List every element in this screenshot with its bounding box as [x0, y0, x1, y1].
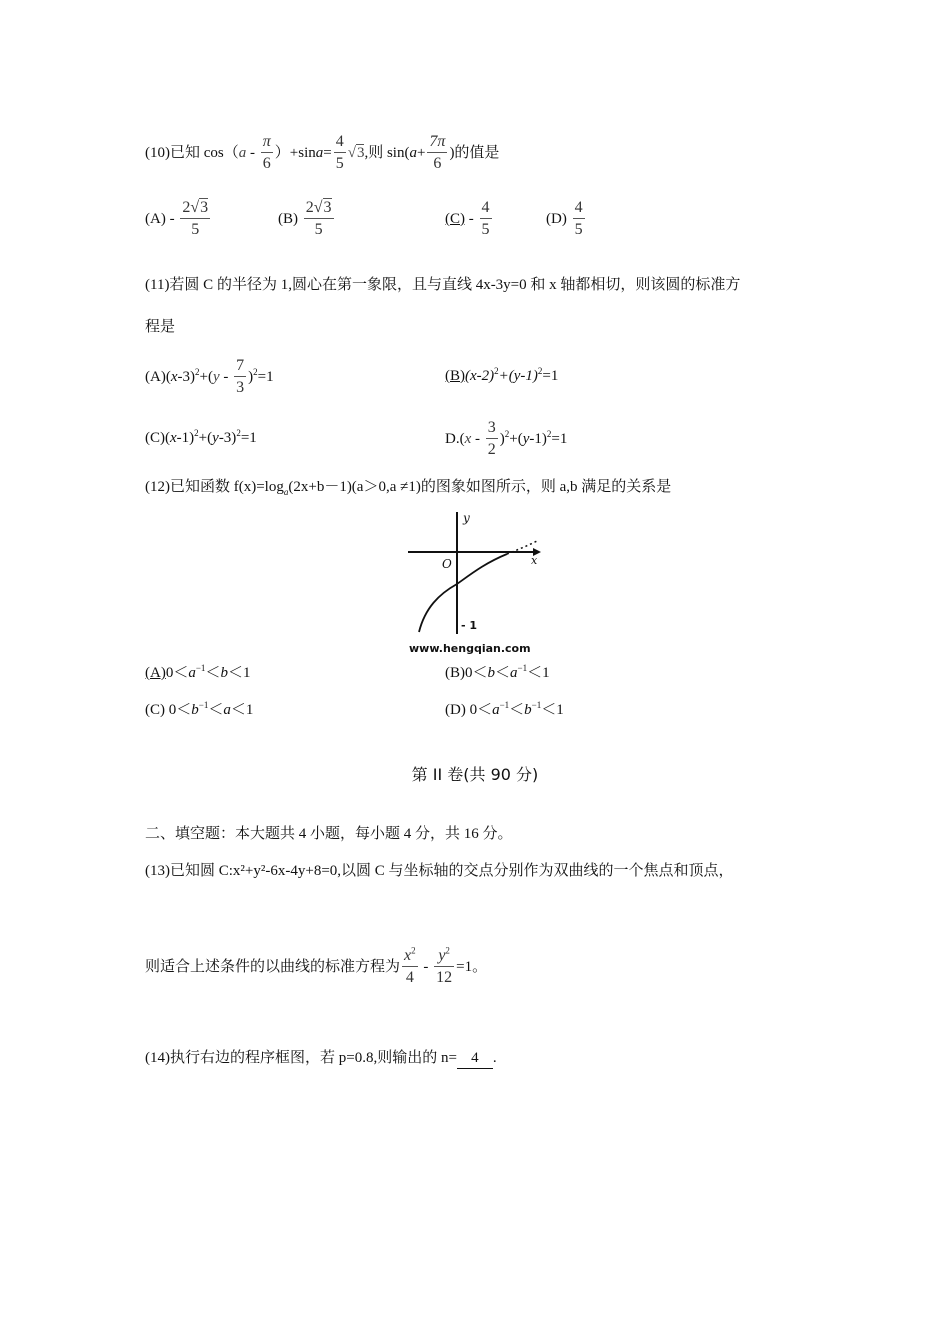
q11-option-d: D.(x - $\frac{3}{2}$ )$^2+(y-1)^2=1$ — [445, 418, 567, 461]
q13-stem-line2: 则适合上述条件的以曲线的标准方程为 $\frac{x^2}{4}$ - $\frac{y^2}{12}$ =1。 — [145, 946, 487, 989]
sqrt-symbol: √ — [347, 144, 356, 161]
answer-blank: 4 — [457, 1048, 493, 1069]
q11-stem-line2: 程是 — [145, 319, 176, 335]
x-squared-over-4: $\frac{x^2}{4}$ — [402, 946, 418, 989]
q12-option-b: $(B)0<b<a^{-1}<1$ — [445, 663, 550, 681]
seven-pi-over-6-fraction: $\frac{7\pi}{6}$ — [427, 132, 447, 175]
q12-option-d: (D) $0<a^{-1}<b^{-1}<1$ — [445, 700, 564, 718]
q12-option-c: (C) $0<b^{-1}<a<1$ — [145, 700, 254, 718]
q10-option-a: (A) - $\frac{2√3}{5}$ — [145, 198, 212, 241]
x-axis-label: x — [531, 554, 538, 567]
q13-stem-line1: (13)已知圆 C:x²+y²-6x-4y+8=0,以圆 C 与坐标轴的交点分别作为双曲线的一个焦点和顶点， — [145, 863, 734, 879]
y-axis-label: y — [463, 511, 470, 525]
q11-option-c: $(C)(x-1)^2+(y-3)^2=1$ — [145, 428, 257, 446]
q10-option-c: (C) - $\frac{4}{5}$ — [445, 198, 494, 241]
q11-stem-line1: (11)若圆 C 的半径为 1,圆心在第一象限，且与直线 4x-3y=0 和 x 轴都相切，则该圆的标准方 — [145, 277, 741, 293]
q10-option-d: (D) $\frac{4}{5}$ — [546, 198, 587, 241]
q11-option-b: $(B)(x-2)^2+(y-1)^2=1$ — [445, 366, 559, 384]
q12-option-a: $(A)0<a^{-1}<b<1$ — [145, 663, 251, 681]
origin-label: O — [442, 557, 452, 571]
section-instructions: 二、填空题：本大题共 4 小题，每小题 4 分，共 16 分。 — [145, 826, 513, 842]
minus-one-label: - 1 — [461, 619, 478, 632]
q12-stem: (12)已知函数 $f(x)=\log_a(2x+b-1)(a>0,a \ne 1)$的图象如图所示，则 a,b 满足的关系是 — [145, 479, 672, 497]
q11-option-a: $(A)(x-3)^2+(y$ - $\frac{7}{3}$ )$^2$=1 — [145, 356, 274, 399]
log-function-graph — [405, 508, 550, 660]
q10-option-b: (B) $\frac{2√3}{5}$ — [278, 198, 336, 241]
q14-stem: (14)执行右边的程序框图，若 p=0.8,则输出的 n= 4 . — [145, 1048, 497, 1069]
watermark: www.hengqian.com — [409, 642, 531, 655]
four-fifths-fraction: $\frac{4}{5}$ — [334, 132, 346, 175]
y-squared-over-12: $\frac{y^2}{12}$ — [434, 946, 454, 989]
pi-over-6-fraction: $\frac{\pi}{6}$ — [261, 132, 273, 175]
section-title: 第 II 卷(共 90 分) — [411, 765, 539, 784]
q10-stem: (10)已知 cos（a - $\frac{\pi}{6}$ ）+sina= $\frac{4}{5}$ √3,则 sin(a+ $\frac{7\pi}{6}$ )的值是 — [145, 132, 499, 175]
